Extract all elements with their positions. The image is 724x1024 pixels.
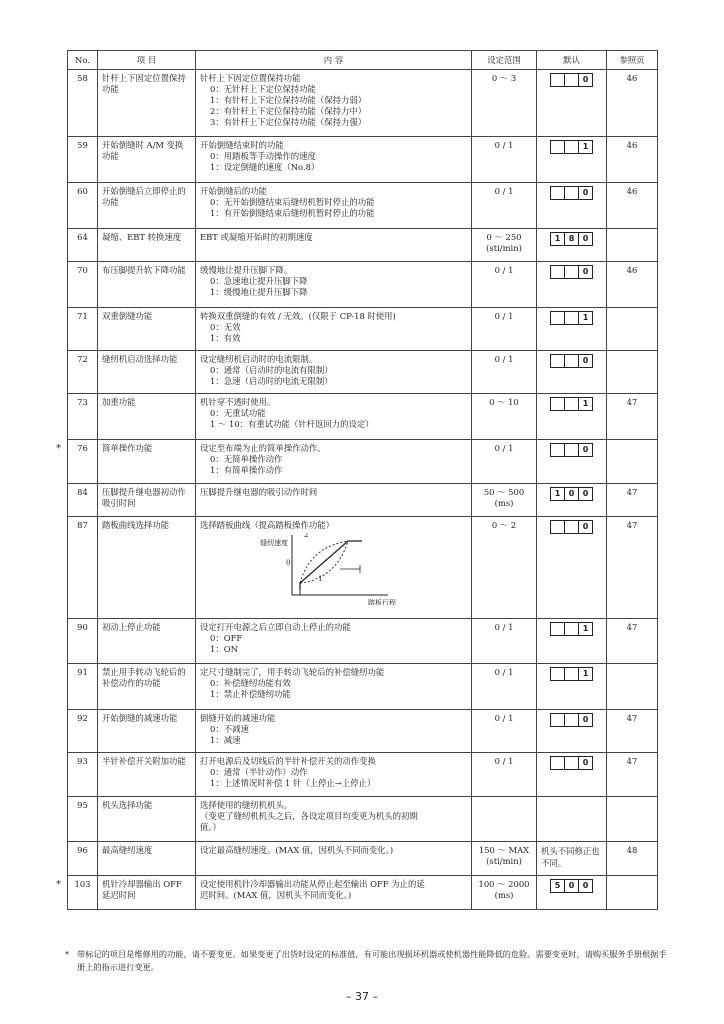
row-reference-page (607, 308, 658, 351)
default-digit (551, 355, 564, 367)
content-line: 机针穿不透时使用。 (200, 397, 276, 407)
default-digit (564, 187, 578, 199)
content-line: 设定至布端为止的简单操作动作。 (200, 443, 326, 453)
row-range (472, 394, 537, 440)
row-number: 70 (68, 262, 98, 308)
default-digit (564, 266, 578, 278)
row-number: 90 (68, 619, 98, 664)
row-reference-page: 48 (607, 842, 658, 876)
row-reference-page: 46 (607, 137, 658, 183)
default-value-boxes (550, 140, 593, 154)
row-number: 60 (68, 183, 98, 229)
option-line: 1：ON (210, 644, 238, 654)
header-range: 设定范围 (472, 51, 537, 70)
content-line: 设定最高缝纫速度。(MAX 值，因机头不同而变化。) (200, 845, 394, 855)
option-line: 1：禁止补偿缝纫功能 (210, 689, 291, 699)
row-number: 71 (68, 308, 98, 351)
default-digit (551, 312, 564, 324)
option-line: 0：无简单操作动作 (210, 454, 283, 464)
row-content (196, 70, 472, 137)
row-default (537, 517, 607, 619)
row-range (472, 70, 537, 137)
row-number: 59 (68, 137, 98, 183)
content-line: 开始倒缝结束时的功能 (200, 140, 284, 150)
default-digit: 0 (578, 444, 592, 456)
row-number: 84 (68, 484, 98, 517)
content-line: 转换双重倒缝的有效 / 无效。(仅限于 CP-18 时使用) (200, 311, 396, 321)
default-value-boxes (550, 487, 593, 501)
table-row (68, 664, 658, 710)
row-item: 凝缩、EBT 转换速度 (98, 229, 196, 262)
header-no: No. (68, 51, 98, 70)
default-digit: 0 (578, 233, 592, 245)
default-digit: 1 (578, 398, 592, 410)
row-reference-page: 47 (607, 517, 658, 619)
row-item: 最高缝纫速度 (98, 842, 196, 876)
row-content (196, 517, 472, 619)
row-reference-page: 46 (607, 183, 658, 229)
default-value-boxes (550, 443, 593, 457)
table-row (68, 137, 658, 183)
range-line: (sti/min) (486, 856, 522, 866)
table-row (68, 183, 658, 229)
table-row (68, 262, 658, 308)
row-number: 58 (68, 70, 98, 137)
table-row (68, 484, 658, 517)
option-line: 1 ～ 10：有重试功能（针杆返回力的设定） (210, 419, 374, 429)
row-item: 布压脚提升软下降功能 (98, 262, 196, 308)
content-line: 迟时间。(MAX 值，因机头不同而变化。) (200, 890, 352, 900)
row-range (472, 797, 537, 842)
default-value-boxes (550, 354, 593, 368)
row-content (196, 229, 472, 262)
row-content (196, 797, 472, 842)
row-reference-page (607, 440, 658, 484)
range-line: 0 / 1 (494, 265, 514, 275)
row-range (472, 229, 537, 262)
header-item: 项 目 (98, 51, 196, 70)
row-reference-page (607, 351, 658, 394)
curve-label: 1 (318, 575, 323, 583)
row-default (537, 619, 607, 664)
option-line: 0：通常（启动时的电流有限制） (210, 365, 333, 375)
row-range (472, 876, 537, 910)
row-content (196, 440, 472, 484)
row-default (537, 183, 607, 229)
range-line: 0 ～ 10 (489, 397, 519, 407)
row-reference-page (607, 797, 658, 842)
default-digit (564, 74, 578, 86)
row-item: 针杆上下固定位置保持功能 (98, 70, 196, 137)
row-default (537, 137, 607, 183)
default-digit: 0 (578, 266, 592, 278)
option-line: 1：设定倒缝的速度（No.8） (210, 162, 320, 172)
range-line: 0 / 1 (494, 713, 514, 723)
row-content (196, 137, 472, 183)
table-row (68, 876, 658, 910)
default-digit (551, 623, 564, 635)
row-content (196, 876, 472, 910)
default-value-boxes (550, 756, 593, 770)
curve-ylabel: 缝纫速度 (260, 539, 288, 547)
default-digit (551, 141, 564, 153)
table-row (68, 710, 658, 753)
default-digit (564, 444, 578, 456)
option-line: 0：不减速 (210, 724, 249, 734)
table-row (68, 351, 658, 394)
default-digit (551, 187, 564, 199)
row-item: 开始倒缝的减速功能 (98, 710, 196, 753)
table-row (68, 229, 658, 262)
default-digit: 1 (578, 312, 592, 324)
row-number: 64 (68, 229, 98, 262)
default-digit (551, 757, 564, 769)
row-reference-page (607, 229, 658, 262)
content-line: 选择踏板曲线（提高踏板操作功能） (200, 520, 334, 530)
default-digit (551, 668, 564, 680)
default-digit (564, 623, 578, 635)
content-line: 定尺寸缝制完了，用手转动飞轮后的补偿缝纫功能 (200, 667, 385, 677)
range-line: 0 / 1 (494, 354, 514, 364)
default-digit (551, 521, 564, 533)
table-row (68, 70, 658, 137)
content-line: EBT 或凝缩开始时的初期速度 (200, 232, 313, 242)
header-ref: 参照页 (607, 51, 658, 70)
row-item: 机针冷却器输出 OFF 延迟时间 (98, 876, 196, 910)
row-default (537, 842, 607, 876)
default-value-boxes (550, 713, 593, 727)
range-line: 0 / 1 (494, 311, 514, 321)
default-value-boxes (550, 186, 593, 200)
row-number: 96 (68, 842, 98, 876)
row-number: 73 (68, 394, 98, 440)
default-digit: 0 (578, 521, 592, 533)
default-value-boxes (550, 879, 593, 893)
row-default (537, 440, 607, 484)
default-digit (564, 312, 578, 324)
default-value-boxes (550, 622, 593, 636)
row-default (537, 710, 607, 753)
default-digit (564, 141, 578, 153)
default-digit: 0 (578, 187, 592, 199)
row-item: 压脚提升继电器初动作吸引时间 (98, 484, 196, 517)
row-default (537, 797, 607, 842)
default-digit: 0 (578, 355, 592, 367)
pedal-curve-chart (200, 533, 400, 605)
row-range (472, 351, 537, 394)
default-digit: 0 (564, 488, 578, 500)
maintenance-mark: * (56, 878, 61, 890)
range-line: 0 / 1 (494, 186, 514, 196)
row-range (472, 710, 537, 753)
range-line: 0 ～ 3 (491, 73, 517, 83)
option-line: 0：无开始倒缝结束后缝纫机暂时停止的功能 (210, 197, 375, 207)
row-range (472, 517, 537, 619)
row-reference-page: 46 (607, 262, 658, 308)
range-line: 0 / 1 (494, 622, 514, 632)
row-default (537, 394, 607, 440)
content-line: 缓慢地让提升压脚下降。 (200, 265, 293, 275)
header-content: 内 容 (196, 51, 472, 70)
content-line: 设定打开电源之后立即自动上停止的功能 (200, 622, 351, 632)
default-value-boxes (550, 397, 593, 411)
row-item: 简单操作功能 (98, 440, 196, 484)
pedal-curve-diagram (200, 533, 467, 608)
row-reference-page (607, 876, 658, 910)
option-line: 2：有针杆上下定位保持功能（保持力中） (210, 106, 367, 116)
curve-label: 0 (286, 559, 291, 567)
table-row (68, 517, 658, 619)
row-content (196, 664, 472, 710)
default-digit (551, 444, 564, 456)
range-line: 0 / 1 (494, 443, 514, 453)
row-range (472, 619, 537, 664)
option-line: 0：无针杆上下定位保持功能 (210, 84, 316, 94)
default-digit: 1 (554, 234, 561, 243)
default-digit (551, 266, 564, 278)
default-digit (564, 757, 578, 769)
maintenance-mark: * (56, 442, 61, 454)
row-reference-page: 47 (607, 484, 658, 517)
row-item: 开始倒缝后立即停止的功能 (98, 183, 196, 229)
content-line: 压脚提升继电器的吸引动作时间 (200, 487, 318, 497)
default-digit: 0 (578, 757, 592, 769)
header-default: 默认 (537, 51, 607, 70)
row-number: 93 (68, 753, 98, 797)
row-content (196, 183, 472, 229)
default-digit: 0 (578, 488, 592, 500)
default-digit: 8 (564, 233, 578, 245)
default-digit (564, 521, 578, 533)
row-content (196, 484, 472, 517)
row-content (196, 619, 472, 664)
default-digit (564, 668, 578, 680)
row-default (537, 70, 607, 137)
row-item: 初动上停止功能 (98, 619, 196, 664)
default-digit (551, 714, 564, 726)
option-line: 1：有针杆上下定位保持功能（保持力弱） (210, 95, 367, 105)
content-line: 倒缝开始的减速功能 (200, 713, 276, 723)
row-content (196, 394, 472, 440)
table-row (68, 440, 658, 484)
row-item: 双重倒缝功能 (98, 308, 196, 351)
content-line: 开始倒缝后的功能 (200, 186, 267, 196)
option-line: 1：急速（启动时的电流无限制） (210, 376, 333, 386)
table-row (68, 753, 658, 797)
row-content (196, 351, 472, 394)
row-reference-page: 46 (607, 70, 658, 137)
range-line: 0 / 1 (494, 756, 514, 766)
row-number: 92 (68, 710, 98, 753)
default-digit (564, 355, 578, 367)
default-digit (551, 398, 564, 410)
content-line: （变更了缝纫机机头之后，各设定项目均变更为机头的初期 (200, 811, 418, 821)
default-digit: 0 (578, 880, 592, 892)
curve-leader-1 (340, 565, 360, 573)
row-item: 加重功能 (98, 394, 196, 440)
row-number: 103 (68, 876, 98, 910)
row-number: 76 (68, 440, 98, 484)
row-default (537, 351, 607, 394)
row-item: 半针补偿开关附加功能 (98, 753, 196, 797)
table-row (68, 308, 658, 351)
row-number: 91 (68, 664, 98, 710)
row-number: 95 (68, 797, 98, 842)
option-line: 1：有简单操作动作 (210, 465, 283, 475)
option-line: 0：急速地让提升压脚下降 (210, 276, 308, 286)
row-range (472, 262, 537, 308)
default-value-boxes (550, 232, 593, 246)
settings-table (67, 50, 658, 910)
option-line: 0：通常（半针动作）动作 (210, 767, 308, 777)
option-line: 0：OFF (210, 633, 243, 643)
option-line: 1：有效 (210, 333, 241, 343)
row-default (537, 229, 607, 262)
default-value-boxes (550, 73, 593, 87)
range-line: (sti/min) (486, 243, 522, 253)
curve-xlabel: 踏板行程 (368, 599, 396, 605)
option-line: 0：无效 (210, 322, 241, 332)
row-range (472, 308, 537, 351)
default-text: 机头不同修正也不同。 (541, 846, 600, 868)
row-reference-page: 47 (607, 753, 658, 797)
content-line: 打开电源后及切线后的半针补偿开关的动作变换 (200, 756, 376, 766)
footnote (67, 948, 667, 974)
default-digit: 1 (578, 623, 592, 635)
row-content (196, 753, 472, 797)
row-content (196, 842, 472, 876)
row-reference-page: 47 (607, 619, 658, 664)
row-item: 开始倒缝时 A/M 变换功能 (98, 137, 196, 183)
default-value-boxes (550, 520, 593, 534)
content-line: 值。） (200, 822, 221, 832)
default-digit: 0 (564, 880, 578, 892)
range-line: 0 / 1 (494, 667, 514, 677)
curve-axes (292, 535, 388, 595)
row-range (472, 664, 537, 710)
option-line: 0：无重试功能 (210, 408, 266, 418)
table-row (68, 619, 658, 664)
default-digit: 1 (554, 489, 561, 498)
option-line: 1：减速 (210, 735, 241, 745)
content-line: 针杆上下固定位置保持功能 (200, 73, 301, 83)
content-line: 设定使用机针冷却器输出功能从停止起至输出 OFF 为止的延 (200, 879, 425, 889)
option-line: 1：上述情况时补偿 1 针（上停止→上停止） (210, 778, 376, 788)
default-value-boxes (550, 667, 593, 681)
row-reference-page (607, 664, 658, 710)
default-digit: 0 (578, 74, 592, 86)
default-digit (551, 74, 564, 86)
default-digit: 0 (578, 714, 592, 726)
row-range (472, 440, 537, 484)
row-number: 72 (68, 351, 98, 394)
row-content (196, 308, 472, 351)
range-line: 100 ～ 2000 (478, 879, 530, 889)
row-item: 缝纫机启动选择功能 (98, 351, 196, 394)
row-item: 禁止用手转动飞轮后的补偿动作的功能 (98, 664, 196, 710)
option-line: 0：补偿缝纫功能有效 (210, 678, 291, 688)
row-default (537, 484, 607, 517)
range-line: 0 / 1 (494, 140, 514, 150)
row-item: 踏板曲线选择功能 (98, 517, 196, 619)
row-default (537, 262, 607, 308)
content-line: 设定缝纫机启动时的电流限制。 (200, 354, 318, 364)
row-content (196, 262, 472, 308)
row-range (472, 183, 537, 229)
default-digit: 1 (578, 141, 592, 153)
range-line: 0 ～ 2 (491, 520, 517, 530)
row-reference-page: 47 (607, 394, 658, 440)
default-digit: 5 (554, 881, 561, 890)
table-row (68, 842, 658, 876)
row-default (537, 753, 607, 797)
option-line: 1：缓慢地让提升压脚下降 (210, 287, 308, 297)
row-content (196, 710, 472, 753)
range-line: (ms) (494, 890, 514, 900)
row-range (472, 842, 537, 876)
default-digit (564, 398, 578, 410)
page-number: – 37 – (346, 990, 378, 1003)
table-header-row (68, 51, 658, 70)
default-digit: 1 (578, 668, 592, 680)
option-line: 3：有针杆上下定位保持功能（保持力强） (210, 117, 367, 127)
row-default (537, 876, 607, 910)
curve-label: 2 (304, 533, 309, 539)
row-range (472, 484, 537, 517)
row-range (472, 137, 537, 183)
range-line: (ms) (494, 498, 514, 508)
default-value-boxes (550, 265, 593, 279)
curve-line-0 (300, 541, 362, 589)
row-default (537, 308, 607, 351)
option-line: 0：用踏板等手动操作的速度 (210, 151, 316, 161)
row-item: 机头选择功能 (98, 797, 196, 842)
footnote-text: 带标记的项目是维修用的功能，请不要变更。如果变更了出货时设定的标准值，有可能出现损坏机器或使机器性能降低的危险。需要变更时，请购买服务手册根据手册上的指示进行变更。 (77, 949, 667, 972)
range-line: 50 ～ 500 (483, 487, 525, 497)
row-reference-page: 47 (607, 710, 658, 753)
content-line: 选择使用的缝纫机机头。 (200, 800, 293, 810)
default-digit (564, 714, 578, 726)
row-range (472, 753, 537, 797)
footnote-mark: * (65, 949, 70, 959)
row-default (537, 664, 607, 710)
range-line: 150 ～ MAX (478, 845, 530, 855)
row-number: 87 (68, 517, 98, 619)
option-line: 1：有开始倒缝结束后缝纫机暂时停止的功能 (210, 208, 375, 218)
table-row (68, 394, 658, 440)
default-value-boxes (550, 311, 593, 325)
range-line: 0 ～ 250 (486, 232, 522, 242)
table-row (68, 797, 658, 842)
